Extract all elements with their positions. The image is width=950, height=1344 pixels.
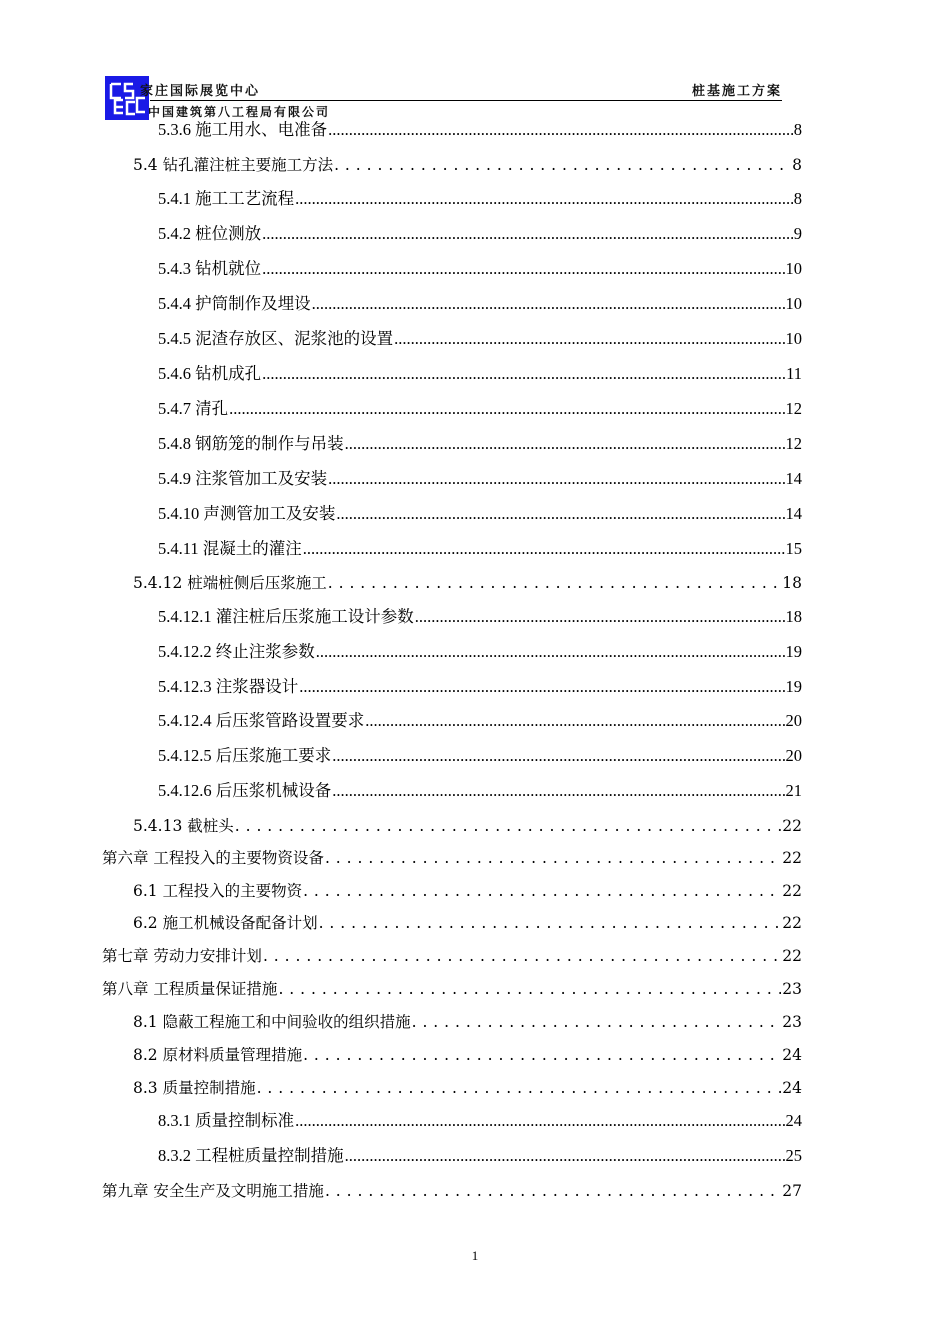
toc-entry[interactable]: [158, 224, 802, 244]
toc-entry-title: 5.4.6 钻机成孔: [158, 364, 262, 383]
toc-leader-dots: [316, 642, 785, 662]
toc-entry-page: 14: [785, 469, 802, 488]
toc-entry-page: 15: [785, 539, 802, 558]
toc-entry[interactable]: [133, 913, 802, 933]
toc-leader-dots: [312, 294, 785, 314]
toc-entry-page: 20: [785, 711, 802, 730]
toc-entry-title: 5.4.12.2 终止注浆参数: [158, 642, 315, 661]
toc-leader-dots: [328, 120, 793, 140]
toc-entry-title: 6.1 工程投入的主要物资: [133, 882, 303, 900]
toc-entry-page: 24: [782, 1046, 802, 1064]
toc-leader-dots: [263, 946, 781, 966]
toc-entry[interactable]: [158, 746, 802, 766]
toc-entry[interactable]: [102, 1181, 802, 1201]
toc-entry-page: 19: [785, 677, 802, 696]
toc-entry-page: 25: [785, 1146, 802, 1165]
toc-entry-page: 10: [785, 259, 802, 278]
toc-entry[interactable]: [133, 1078, 802, 1098]
toc-entry[interactable]: [133, 1045, 802, 1065]
toc-entry-title: 8.3.1 质量控制标准: [158, 1111, 295, 1130]
toc-entry-page: 11: [786, 364, 802, 383]
toc-entry-page: 8: [792, 156, 802, 174]
toc-leader-dots: [336, 504, 784, 524]
toc-leader-dots: [394, 329, 784, 349]
toc-entry-title: 5.4.13 截桩头: [133, 817, 234, 835]
toc-leader-dots: [257, 1078, 782, 1098]
toc-entry[interactable]: [158, 504, 802, 524]
toc-entry[interactable]: [158, 677, 802, 697]
header-company-name: 中国建筑第八工程局有限公司: [148, 105, 331, 119]
toc-leader-dots: [332, 781, 784, 801]
toc-entry-title: 5.4.9 注浆管加工及安装: [158, 469, 328, 488]
toc-entry[interactable]: [158, 1146, 802, 1166]
toc-entry[interactable]: [133, 1012, 802, 1032]
toc-entry-title: 5.4.12.4 后压浆管路设置要求: [158, 711, 365, 730]
toc-leader-dots: [262, 224, 793, 244]
toc-leader-dots: [415, 607, 785, 627]
toc-leader-dots: [328, 469, 784, 489]
toc-leader-dots: [345, 1146, 785, 1166]
toc-entry-title: 第九章 安全生产及文明施工措施: [102, 1182, 324, 1200]
toc-entry-title: 8.3 质量控制措施: [133, 1079, 256, 1097]
toc-leader-dots: [319, 913, 782, 933]
toc-entry[interactable]: [158, 399, 802, 419]
toc-entry-title: 第七章 劳动力安排计划: [102, 947, 262, 965]
toc-entry[interactable]: [102, 979, 802, 999]
toc-entry-title: 5.4.12.6 后压浆机械设备: [158, 781, 332, 800]
toc-entry-page: 22: [782, 817, 802, 835]
toc-leader-dots: [325, 848, 781, 868]
toc-entry-page: 23: [782, 1013, 802, 1031]
toc-entry-title: 第六章 工程投入的主要物资设备: [102, 849, 324, 867]
toc-entry[interactable]: [133, 881, 802, 901]
toc-entry-title: 6.2 施工机械设备配备计划: [133, 914, 318, 932]
toc-entry-page: 18: [785, 607, 802, 626]
toc-entry-page: 27: [782, 1182, 802, 1200]
toc-entry-page: 22: [782, 849, 802, 867]
toc-entry-page: 22: [782, 914, 802, 932]
toc-entry-title: 5.4.3 钻机就位: [158, 259, 262, 278]
toc-entry-title: 5.4.12.3 注浆器设计: [158, 677, 299, 696]
toc-entry-page: 19: [785, 642, 802, 661]
toc-entry-page: 22: [782, 882, 802, 900]
toc-entry-title: 5.3.6 施工用水、电准备: [158, 120, 328, 139]
toc-leader-dots: [278, 979, 781, 999]
toc-leader-dots: [229, 399, 784, 419]
toc-leader-dots: [303, 1045, 781, 1065]
toc-entry[interactable]: [133, 816, 802, 836]
toc-entry-title: 5.4.12.5 后压浆施工要求: [158, 746, 332, 765]
toc-entry-page: 10: [785, 329, 802, 348]
toc-entry[interactable]: [133, 573, 802, 593]
toc-leader-dots: [334, 155, 791, 175]
toc-entry-title: 5.4.5 泥渣存放区、泥浆池的设置: [158, 329, 394, 348]
toc-leader-dots: [262, 364, 785, 384]
toc-leader-dots: [303, 539, 785, 559]
toc-entry[interactable]: [158, 781, 802, 801]
toc-entry-title: 8.3.2 工程桩质量控制措施: [158, 1146, 344, 1165]
toc-entry[interactable]: [158, 607, 802, 627]
toc-entry[interactable]: [158, 711, 802, 731]
toc-entry-page: 22: [782, 947, 802, 965]
toc-entry-page: 14: [785, 504, 802, 523]
toc-leader-dots: [345, 434, 785, 454]
toc-entry[interactable]: [158, 189, 802, 209]
toc-entry-title: 8.2 原材料质量管理措施: [133, 1046, 303, 1064]
toc-entry-page: 20: [785, 746, 802, 765]
header-document-type: 桩基施工方案: [691, 84, 782, 99]
toc-entry[interactable]: [158, 294, 802, 314]
toc-entry-page: 8: [793, 189, 802, 208]
toc-entry-title: 8.1 隐蔽工程施工和中间验收的组织措施: [133, 1013, 411, 1031]
toc-entry[interactable]: [158, 329, 802, 349]
toc-leader-dots: [262, 259, 784, 279]
toc-entry[interactable]: [158, 469, 802, 489]
toc-entry-page: 24: [782, 1079, 802, 1097]
toc-entry-title: 5.4.8 钢筋笼的制作与吊装: [158, 434, 344, 453]
toc-entry-page: 8: [793, 120, 802, 139]
toc-leader-dots: [303, 881, 781, 901]
toc-entry-page: 23: [782, 980, 802, 998]
header-project-name: 家庄国际展览中心: [140, 84, 261, 99]
toc-leader-dots: [328, 573, 782, 593]
toc-leader-dots: [295, 189, 793, 209]
toc-entry-page: 10: [785, 294, 802, 313]
toc-leader-dots: [412, 1012, 782, 1032]
toc-entry-page: 18: [782, 574, 802, 592]
toc-entry[interactable]: [102, 848, 802, 868]
toc-entry-title: 5.4.4 护筒制作及埋设: [158, 294, 311, 313]
toc-entry[interactable]: [158, 642, 802, 662]
toc-entry-title: 5.4.2 桩位测放: [158, 224, 262, 243]
toc-entry[interactable]: [158, 539, 802, 559]
toc-entry-title: 5.4.12 桩端桩侧后压浆施工: [133, 574, 327, 592]
toc-leader-dots: [332, 746, 784, 766]
toc-leader-dots: [365, 711, 784, 731]
toc-leader-dots: [235, 816, 782, 836]
toc-entry-title: 5.4.11 混凝土的灌注: [158, 539, 302, 558]
toc-entry-title: 5.4.10 声测管加工及安装: [158, 504, 336, 523]
toc-entry-title: 5.4.1 施工工艺流程: [158, 189, 295, 208]
toc-entry[interactable]: [158, 259, 802, 279]
toc-leader-dots: [325, 1181, 781, 1201]
toc-entry-page: 12: [785, 399, 802, 418]
page-number: 1: [471, 1248, 479, 1263]
toc-entry[interactable]: [158, 364, 802, 384]
toc-entry[interactable]: [133, 155, 802, 175]
toc-entry-title: 第八章 工程质量保证措施: [102, 980, 278, 998]
toc-entry-page: 21: [785, 781, 802, 800]
toc-entry-page: 24: [785, 1111, 802, 1130]
toc-entry-title: 5.4.12.1 灌注桩后压浆施工设计参数: [158, 607, 414, 626]
toc-entry[interactable]: [158, 120, 802, 140]
header-divider: [150, 100, 782, 101]
page-header: [0, 0, 950, 130]
toc-entry[interactable]: [158, 434, 802, 454]
toc-entry[interactable]: [102, 946, 802, 966]
toc-leader-dots: [295, 1111, 784, 1131]
toc-entry-title: 5.4 钻孔灌注桩主要施工方法: [133, 156, 334, 174]
toc-leader-dots: [299, 677, 784, 697]
toc-entry-page: 12: [785, 434, 802, 453]
toc-entry[interactable]: [158, 1111, 802, 1131]
toc-entry-page: 9: [793, 224, 802, 243]
toc-entry-title: 5.4.7 清孔: [158, 399, 229, 418]
